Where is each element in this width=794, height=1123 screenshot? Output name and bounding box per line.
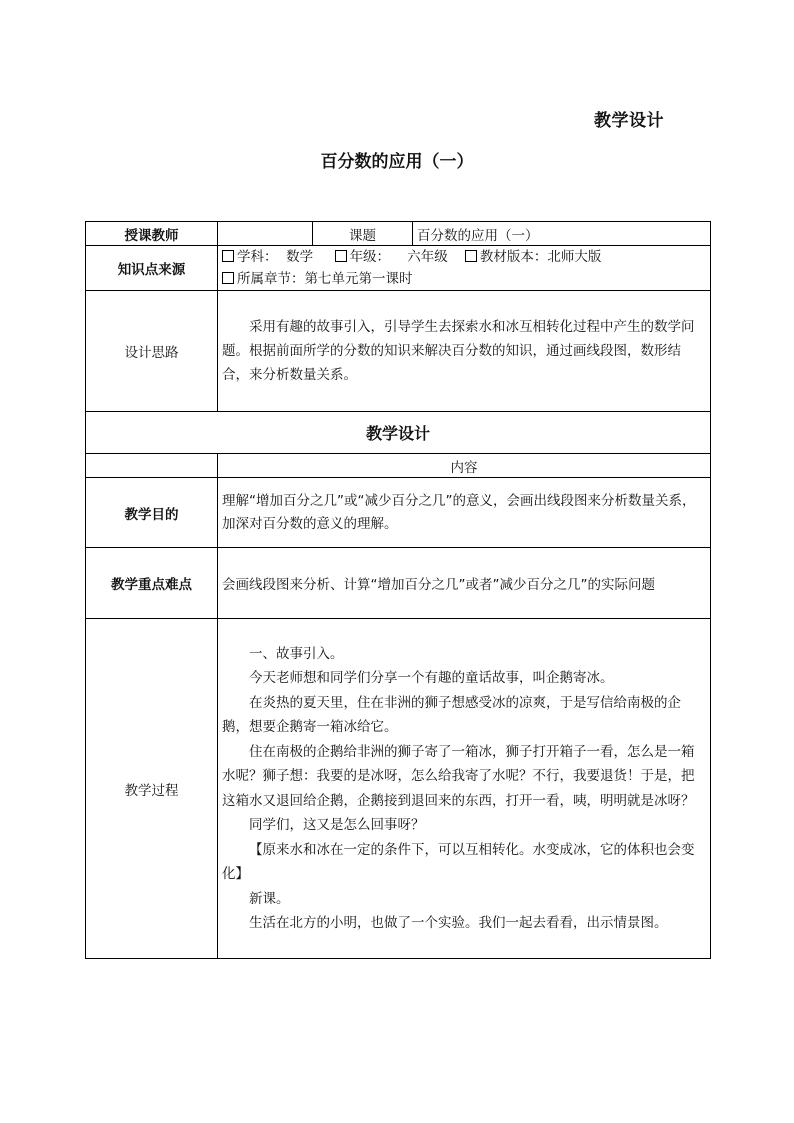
lesson-plan-table: [85, 221, 711, 959]
process-content: [218, 619, 711, 959]
topic-label: 课题: [313, 222, 413, 246]
process-paragraph: 同学们，这又是怎么回事呀？: [249, 817, 425, 833]
subject-checkbox: [222, 249, 278, 265]
source-details: [218, 246, 711, 291]
subject-label: 学科：: [237, 249, 278, 265]
topic-value: 百分数的应用（一）: [413, 222, 711, 246]
teacher-label: 授课教师: [86, 222, 218, 246]
table-row-teacher: [86, 222, 711, 246]
process-label: 教学过程: [86, 619, 218, 959]
design-idea-text: 采用有趣的故事引入，引导学生去探索水和冰互相转化过程中产生的数学问题。根据前面所学的分数的知识来解决百分数的知识，通过画线段图，数形结合，来分析数量关系。: [222, 319, 695, 383]
source-label: 知识点来源: [86, 246, 218, 291]
key-points-text: 会画线段图来分析、计算“增加百分之几”或者”减少百分之几”的实际问题: [218, 548, 711, 619]
table-row-key-points: [86, 548, 711, 619]
process-paragraph: 今天老师想和同学们分享一个有趣的童话故事，叫企鹅寄冰。: [249, 670, 614, 686]
design-idea-cell: [218, 291, 711, 412]
source-line-1: [222, 246, 710, 268]
grade-value: 六年级: [407, 249, 448, 265]
edition-value: 北师大版: [547, 249, 602, 265]
content-header-blank: [86, 454, 218, 478]
table-row-section-title: [86, 412, 711, 454]
process-paragraph: 住在南极的企鹅给非洲的狮子寄了一箱冰，狮子打开箱子一看，怎么是一箱水呢？狮子想：我要的是冰呀，怎么给我寄了水呢？不行，我要退货！于是，把这箱水又退回给企鹅，企鹅接到退回来的东西，打开一看，咦，明明就是冰呀？: [222, 743, 695, 809]
document-header: 教学设计: [594, 111, 664, 131]
goal-label: 教学目的: [86, 478, 218, 548]
grade-checkbox: [335, 249, 391, 265]
table-row-process: [86, 619, 711, 959]
goal-text: 理解“增加百分之几”或“减少百分之几”的意义，会画出线段图来分析数量关系，加深对百分数的意义的理解。: [218, 478, 711, 548]
chapter-checkbox: [222, 271, 305, 287]
table-row-source: [86, 246, 711, 291]
section-title: 教学设计: [86, 412, 711, 454]
teacher-value: [218, 222, 313, 246]
table-row-goal: [86, 478, 711, 548]
process-paragraph: 一、故事引入。: [249, 645, 344, 662]
design-idea-label: 设计思路: [86, 291, 218, 412]
edition-label: 教材版本：: [479, 249, 548, 265]
page-title: 百分数的应用（一）: [320, 152, 474, 172]
table-row-design-idea: [86, 291, 711, 412]
chapter-value: 第七单元第一课时: [304, 271, 413, 287]
subject-value: 数学: [286, 249, 314, 265]
content-header: 内容: [218, 454, 711, 478]
process-paragraph: 【原来水和冰在一定的条件下，可以互相转化。水变成冰，它的体积也会变化】: [222, 841, 695, 882]
chapter-label: 所属章节：: [237, 271, 305, 287]
edition-checkbox: [465, 249, 548, 265]
table-row-content-header: [86, 454, 711, 478]
process-paragraph: 在炎热的夏天里，住在非洲的狮子想感受冰的凉爽，于是写信给南极的企鹅，想要企鹅寄一箱冰给它。: [222, 694, 681, 735]
process-paragraph: 新课。: [249, 890, 290, 907]
grade-label: 年级：: [349, 249, 391, 265]
source-line-2: [222, 268, 710, 290]
process-paragraph: 生活在北方的小明，也做了一个实验。我们一起去看看，出示情景图。: [249, 915, 668, 931]
key-points-label: 教学重点难点: [86, 548, 218, 619]
